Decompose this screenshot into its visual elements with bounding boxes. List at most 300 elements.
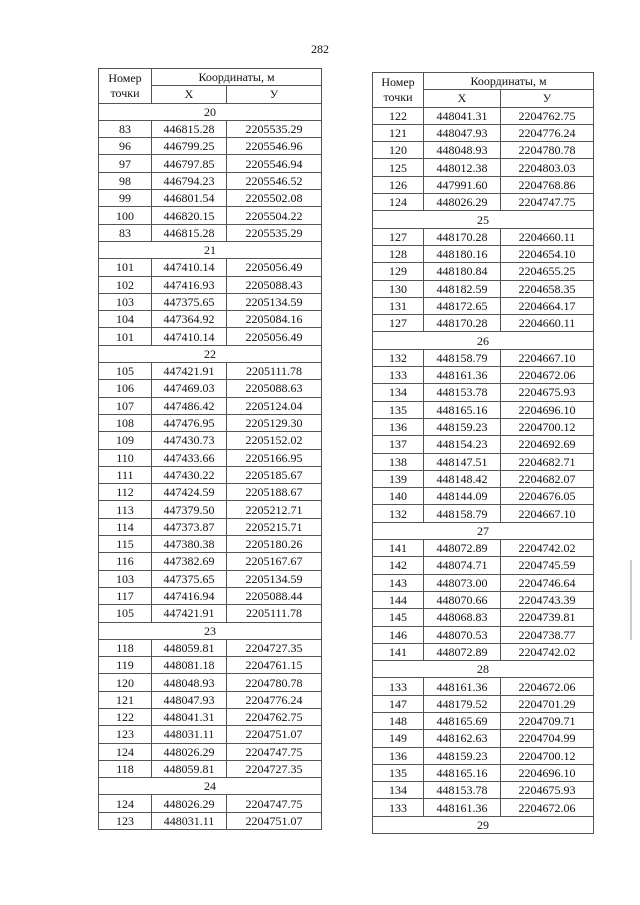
y-coordinate-cell: 2204743.39 (501, 591, 594, 608)
table-row (99, 587, 322, 604)
y-coordinate-cell: 2205152.02 (227, 432, 322, 449)
point-number-cell: 121 (99, 691, 152, 708)
point-number-cell: 133 (373, 367, 424, 384)
y-coordinate-cell: 2204704.99 (501, 730, 594, 747)
section-row (99, 622, 322, 639)
point-header-line2: точки (110, 85, 140, 100)
table-row (373, 384, 594, 401)
x-coordinate-cell: 448153.78 (424, 384, 501, 401)
table-row (373, 263, 594, 280)
y-coordinate-cell: 2204667.10 (501, 349, 594, 366)
point-number-cell: 149 (373, 730, 424, 747)
table-row (99, 224, 322, 241)
x-coordinate-cell: 448048.93 (424, 142, 501, 159)
x-coordinate-cell: 447375.65 (152, 570, 227, 587)
x-coordinate-cell: 448158.79 (424, 505, 501, 522)
table-row (99, 449, 322, 466)
x-coordinate-cell: 446820.15 (152, 207, 227, 224)
point-number-cell: 117 (99, 587, 152, 604)
x-coordinate-cell: 448031.11 (152, 726, 227, 743)
x-coordinate-cell: 448026.29 (424, 194, 501, 211)
x-coordinate-cell: 447364.92 (152, 311, 227, 328)
x-coordinate-cell: 447373.87 (152, 518, 227, 535)
table-row (99, 328, 322, 345)
section-row (99, 241, 322, 258)
section-number: 20 (99, 103, 322, 120)
table-row (99, 760, 322, 777)
y-coordinate-cell: 2204682.71 (501, 453, 594, 470)
table-row (373, 643, 594, 660)
point-number-cell: 128 (373, 245, 424, 262)
y-coordinate-cell: 2204776.24 (501, 124, 594, 141)
point-number-cell: 123 (99, 812, 152, 829)
y-coordinate-cell: 2205188.67 (227, 484, 322, 501)
x-coordinate-cell: 448144.09 (424, 488, 501, 505)
x-coordinate-cell: 448072.89 (424, 540, 501, 557)
point-number-cell: 135 (373, 401, 424, 418)
table-row (373, 107, 594, 124)
table-row (99, 311, 322, 328)
table-row (373, 505, 594, 522)
x-coordinate-cell: 448153.78 (424, 782, 501, 799)
point-number-cell: 130 (373, 280, 424, 297)
table-row (373, 540, 594, 557)
table-row (373, 695, 594, 712)
x-coordinate-cell: 447421.91 (152, 605, 227, 622)
point-number-cell: 139 (373, 470, 424, 487)
y-coordinate-cell: 2205504.22 (227, 207, 322, 224)
y-coordinate-cell: 2205134.59 (227, 570, 322, 587)
point-number-cell: 105 (99, 363, 152, 380)
table-row (99, 207, 322, 224)
point-number-cell: 100 (99, 207, 152, 224)
y-coordinate-cell: 2204761.15 (227, 657, 322, 674)
y-coordinate-cell: 2204700.12 (501, 747, 594, 764)
scan-edge-mark (630, 560, 632, 640)
table-row (99, 120, 322, 137)
point-number-cell: 143 (373, 574, 424, 591)
y-coordinate-cell: 2204780.78 (227, 674, 322, 691)
table-row (99, 190, 322, 207)
point-header-line2: точки (383, 89, 413, 104)
y-coordinate-cell: 2204803.03 (501, 159, 594, 176)
table-row (99, 743, 322, 760)
point-number-cell: 99 (99, 190, 152, 207)
point-number-cell: 142 (373, 557, 424, 574)
point-number-cell: 134 (373, 782, 424, 799)
y-coordinate-cell: 2204727.35 (227, 639, 322, 656)
point-number-cell: 121 (373, 124, 424, 141)
point-number-cell: 112 (99, 484, 152, 501)
point-number-cell: 123 (99, 726, 152, 743)
table-row (99, 155, 322, 172)
point-header-line1: Номер (381, 74, 415, 89)
y-coordinate-cell: 2204727.35 (227, 760, 322, 777)
x-coordinate-cell: 448170.28 (424, 228, 501, 245)
y-coordinate-cell: 2205129.30 (227, 414, 322, 431)
x-coordinate-cell: 447430.22 (152, 466, 227, 483)
table-row (99, 466, 322, 483)
y-coordinate-cell: 2204696.10 (501, 764, 594, 781)
table-row (99, 414, 322, 431)
table-row (373, 159, 594, 176)
y-coordinate-cell: 2205056.49 (227, 328, 322, 345)
y-coordinate-cell: 2205546.52 (227, 172, 322, 189)
point-number-cell: 103 (99, 293, 152, 310)
y-coordinate-cell: 2204672.06 (501, 678, 594, 695)
y-coordinate-cell: 2205535.29 (227, 120, 322, 137)
point-number-cell: 115 (99, 536, 152, 553)
point-number-cell: 102 (99, 276, 152, 293)
point-number-cell: 118 (99, 760, 152, 777)
y-coordinate-cell: 2204742.02 (501, 643, 594, 660)
point-number-cell: 111 (99, 466, 152, 483)
y-coordinate-cell: 2204747.75 (501, 194, 594, 211)
table-row (99, 172, 322, 189)
section-row (373, 211, 594, 228)
table-row (373, 297, 594, 314)
point-number-cell: 122 (373, 107, 424, 124)
table-row (373, 401, 594, 418)
y-coordinate-cell: 2204676.05 (501, 488, 594, 505)
x-coordinate-cell: 447379.50 (152, 501, 227, 518)
section-row (99, 345, 322, 362)
x-coordinate-cell: 447375.65 (152, 293, 227, 310)
y-coordinate-cell: 2204768.86 (501, 176, 594, 193)
point-number-cell: 108 (99, 414, 152, 431)
y-column-header: У (227, 86, 322, 103)
x-coordinate-cell: 447476.95 (152, 414, 227, 431)
y-coordinate-cell: 2204660.11 (501, 315, 594, 332)
y-coordinate-cell: 2204746.64 (501, 574, 594, 591)
point-header-line1: Номер (108, 70, 142, 85)
y-coordinate-cell: 2205111.78 (227, 363, 322, 380)
y-coordinate-cell: 2205546.94 (227, 155, 322, 172)
y-coordinate-cell: 2204776.24 (227, 691, 322, 708)
x-coordinate-cell: 448047.93 (152, 691, 227, 708)
point-number-cell: 133 (373, 678, 424, 695)
y-coordinate-cell: 2204692.69 (501, 436, 594, 453)
y-coordinate-cell: 2204682.07 (501, 470, 594, 487)
x-coordinate-cell: 448179.52 (424, 695, 501, 712)
table-row (99, 432, 322, 449)
x-coordinate-cell: 448041.31 (424, 107, 501, 124)
y-coordinate-cell: 2205088.63 (227, 380, 322, 397)
table-row (99, 657, 322, 674)
x-coordinate-cell: 446801.54 (152, 190, 227, 207)
y-coordinate-cell: 2204675.93 (501, 782, 594, 799)
y-coordinate-cell: 2205180.26 (227, 536, 322, 553)
x-coordinate-cell: 448165.16 (424, 764, 501, 781)
left-table-body (99, 103, 322, 829)
section-number: 24 (99, 778, 322, 795)
table-row (99, 259, 322, 276)
y-coordinate-cell: 2205124.04 (227, 397, 322, 414)
table-row (373, 609, 594, 626)
x-coordinate-cell: 448074.71 (424, 557, 501, 574)
section-number: 22 (99, 345, 322, 362)
point-number-cell: 144 (373, 591, 424, 608)
x-coordinate-cell: 446815.28 (152, 120, 227, 137)
table-row (373, 453, 594, 470)
x-coordinate-cell: 447991.60 (424, 176, 501, 193)
point-number-cell: 140 (373, 488, 424, 505)
x-coordinate-cell: 448161.36 (424, 367, 501, 384)
y-coordinate-cell: 2205167.67 (227, 553, 322, 570)
y-coordinate-cell: 2204762.75 (227, 708, 322, 725)
section-row (373, 661, 594, 678)
y-coordinate-cell: 2205546.96 (227, 138, 322, 155)
point-number-cell: 101 (99, 328, 152, 345)
x-coordinate-cell: 448012.38 (424, 159, 501, 176)
x-coordinate-cell: 448031.11 (152, 812, 227, 829)
y-coordinate-cell: 2204664.17 (501, 297, 594, 314)
x-coordinate-cell: 447469.03 (152, 380, 227, 397)
y-coordinate-cell: 2204780.78 (501, 142, 594, 159)
y-coordinate-cell: 2204660.11 (501, 228, 594, 245)
point-number-cell: 146 (373, 626, 424, 643)
y-coordinate-cell: 2204675.93 (501, 384, 594, 401)
table-row (373, 626, 594, 643)
table-row (99, 293, 322, 310)
x-coordinate-cell: 448070.66 (424, 591, 501, 608)
table-row (99, 518, 322, 535)
section-number: 21 (99, 241, 322, 258)
section-number: 23 (99, 622, 322, 639)
x-coordinate-cell: 447433.66 (152, 449, 227, 466)
point-number-cell: 109 (99, 432, 152, 449)
x-coordinate-cell: 448073.00 (424, 574, 501, 591)
x-coordinate-cell: 448059.81 (152, 760, 227, 777)
x-column-header: X (152, 86, 227, 103)
table-row (373, 228, 594, 245)
y-coordinate-cell: 2204739.81 (501, 609, 594, 626)
coordinates-header: Координаты, м (152, 69, 322, 86)
table-row (99, 484, 322, 501)
table-row (99, 570, 322, 587)
point-number-cell: 120 (373, 142, 424, 159)
x-coordinate-cell: 448162.63 (424, 730, 501, 747)
right-table-body (373, 107, 594, 833)
x-coordinate-cell: 447410.14 (152, 328, 227, 345)
y-coordinate-cell: 2204709.71 (501, 712, 594, 729)
point-number-cell: 116 (99, 553, 152, 570)
point-number-cell: 124 (373, 194, 424, 211)
table-row (373, 280, 594, 297)
table-row (373, 678, 594, 695)
point-number-header (99, 69, 152, 104)
point-number-cell: 126 (373, 176, 424, 193)
table-row (373, 557, 594, 574)
point-number-cell: 141 (373, 643, 424, 660)
table-row (99, 536, 322, 553)
y-coordinate-cell: 2204654.10 (501, 245, 594, 262)
table-row (99, 708, 322, 725)
table-row (373, 730, 594, 747)
x-coordinate-cell: 448159.23 (424, 418, 501, 435)
point-number-cell: 148 (373, 712, 424, 729)
table-row (373, 245, 594, 262)
y-coordinate-cell: 2204738.77 (501, 626, 594, 643)
y-coordinate-cell: 2205185.67 (227, 466, 322, 483)
point-number-cell: 127 (373, 315, 424, 332)
x-coordinate-cell: 447421.91 (152, 363, 227, 380)
x-coordinate-cell: 448154.23 (424, 436, 501, 453)
y-coordinate-cell: 2204700.12 (501, 418, 594, 435)
table-row (373, 124, 594, 141)
x-coordinate-cell: 448180.16 (424, 245, 501, 262)
x-coordinate-cell: 448161.36 (424, 799, 501, 816)
x-coordinate-cell: 448041.31 (152, 708, 227, 725)
section-number: 28 (373, 661, 594, 678)
y-coordinate-cell: 2205056.49 (227, 259, 322, 276)
y-coordinate-cell: 2204751.07 (227, 726, 322, 743)
point-number-cell: 107 (99, 397, 152, 414)
table-row (373, 315, 594, 332)
x-coordinate-cell: 448048.93 (152, 674, 227, 691)
point-number-cell: 129 (373, 263, 424, 280)
table-row (99, 363, 322, 380)
point-number-cell: 119 (99, 657, 152, 674)
coordinates-table-left (98, 68, 322, 830)
y-coordinate-cell: 2204667.10 (501, 505, 594, 522)
table-row (373, 712, 594, 729)
point-number-cell: 83 (99, 224, 152, 241)
table-row (373, 436, 594, 453)
y-coordinate-cell: 2204672.06 (501, 367, 594, 384)
table-row (373, 747, 594, 764)
table-row (99, 795, 322, 812)
coordinates-table-right (372, 72, 594, 834)
x-coordinate-cell: 448161.36 (424, 678, 501, 695)
point-number-cell: 135 (373, 764, 424, 781)
point-number-cell: 110 (99, 449, 152, 466)
point-number-cell: 98 (99, 172, 152, 189)
point-number-cell: 136 (373, 418, 424, 435)
point-number-cell: 147 (373, 695, 424, 712)
x-coordinate-cell: 448081.18 (152, 657, 227, 674)
table-row (373, 194, 594, 211)
point-number-cell: 132 (373, 349, 424, 366)
x-coordinate-cell: 448170.28 (424, 315, 501, 332)
point-number-cell: 120 (99, 674, 152, 691)
table-row (373, 782, 594, 799)
point-number-cell: 141 (373, 540, 424, 557)
point-number-cell: 131 (373, 297, 424, 314)
table-row (373, 488, 594, 505)
y-coordinate-cell: 2204751.07 (227, 812, 322, 829)
x-coordinate-cell: 448068.83 (424, 609, 501, 626)
point-number-cell: 83 (99, 120, 152, 137)
x-coordinate-cell: 448047.93 (424, 124, 501, 141)
table-row (99, 276, 322, 293)
table-row (373, 799, 594, 816)
point-number-cell: 103 (99, 570, 152, 587)
y-coordinate-cell: 2205084.16 (227, 311, 322, 328)
point-number-cell: 137 (373, 436, 424, 453)
x-coordinate-cell: 447486.42 (152, 397, 227, 414)
table-row (373, 470, 594, 487)
table-row (373, 418, 594, 435)
point-number-cell: 122 (99, 708, 152, 725)
point-number-cell: 101 (99, 259, 152, 276)
x-column-header: X (424, 90, 501, 107)
point-number-cell: 132 (373, 505, 424, 522)
point-number-cell: 134 (373, 384, 424, 401)
x-coordinate-cell: 446797.85 (152, 155, 227, 172)
point-number-cell: 113 (99, 501, 152, 518)
table-row (99, 397, 322, 414)
x-coordinate-cell: 448148.42 (424, 470, 501, 487)
y-coordinate-cell: 2205215.71 (227, 518, 322, 535)
y-coordinate-cell: 2204696.10 (501, 401, 594, 418)
section-number: 26 (373, 332, 594, 349)
point-number-cell: 96 (99, 138, 152, 155)
y-coordinate-cell: 2204701.29 (501, 695, 594, 712)
section-row (373, 816, 594, 833)
y-coordinate-cell: 2204655.25 (501, 263, 594, 280)
x-coordinate-cell: 448072.89 (424, 643, 501, 660)
section-row (373, 332, 594, 349)
point-number-cell: 125 (373, 159, 424, 176)
point-number-cell: 127 (373, 228, 424, 245)
table-row (99, 553, 322, 570)
table-row (99, 138, 322, 155)
x-coordinate-cell: 446794.23 (152, 172, 227, 189)
section-number: 27 (373, 522, 594, 539)
x-coordinate-cell: 447382.69 (152, 553, 227, 570)
x-coordinate-cell: 448159.23 (424, 747, 501, 764)
point-number-cell: 133 (373, 799, 424, 816)
page-number: 282 (311, 42, 329, 56)
y-coordinate-cell: 2204747.75 (227, 795, 322, 812)
table-row (99, 726, 322, 743)
y-coordinate-cell: 2205502.08 (227, 190, 322, 207)
section-row (99, 778, 322, 795)
y-coordinate-cell: 2204672.06 (501, 799, 594, 816)
point-number-cell: 136 (373, 747, 424, 764)
point-number-cell: 145 (373, 609, 424, 626)
table-row (373, 349, 594, 366)
x-coordinate-cell: 448070.53 (424, 626, 501, 643)
section-number: 25 (373, 211, 594, 228)
x-coordinate-cell: 448147.51 (424, 453, 501, 470)
x-coordinate-cell: 448026.29 (152, 795, 227, 812)
x-coordinate-cell: 448165.16 (424, 401, 501, 418)
x-coordinate-cell: 447416.93 (152, 276, 227, 293)
table-row (99, 501, 322, 518)
point-number-cell: 114 (99, 518, 152, 535)
point-number-cell: 118 (99, 639, 152, 656)
table-row (99, 605, 322, 622)
table-row (373, 142, 594, 159)
section-row (373, 522, 594, 539)
x-coordinate-cell: 448182.59 (424, 280, 501, 297)
y-coordinate-cell: 2204742.02 (501, 540, 594, 557)
x-coordinate-cell: 448165.69 (424, 712, 501, 729)
x-coordinate-cell: 448158.79 (424, 349, 501, 366)
x-coordinate-cell: 448059.81 (152, 639, 227, 656)
y-coordinate-cell: 2204747.75 (227, 743, 322, 760)
point-number-cell: 97 (99, 155, 152, 172)
y-coordinate-cell: 2204745.59 (501, 557, 594, 574)
table-row (99, 674, 322, 691)
x-coordinate-cell: 447380.38 (152, 536, 227, 553)
point-number-cell: 104 (99, 311, 152, 328)
section-number: 29 (373, 816, 594, 833)
table-row (373, 764, 594, 781)
point-number-cell: 124 (99, 743, 152, 760)
